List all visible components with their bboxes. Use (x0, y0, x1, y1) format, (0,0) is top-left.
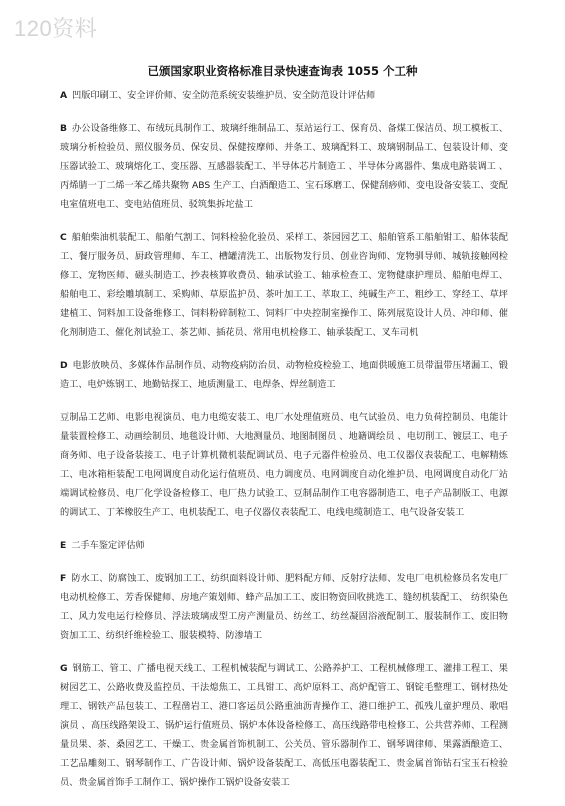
section-text: 二手车鉴定评估师 (71, 540, 145, 551)
page-title: 已颁国家职业资格标准目录快速查询表 1055 个工种 (147, 64, 418, 78)
section-text: 豆制品工艺师、电影电视演员、电力电缆安装工、电厂水处理值班员、电气试验员、电力负荷控制员、电能计量装置检修工、动画绘制员、地毯设计师、大地测量员、地图制图员 、地籍调绘员 、电切削工、镀层工、电子商务师、电子设备装接工、电子计算机微机装配调试员、电子元器件检验员、电工仪器仪表装配工、电解精炼工、电冰箱柜装配工电网调度自动化运行值班员、电力调度员、电网调度自动化维护员、电网调度自动化厂站端调试检修员、电厂化学设备检修工、电厂热力试验工、豆制品制作工电容器制造工、电子产品制版工、电源的调试工、丁苯橡胶生产工、电机装配工、电子仪器仪表装配工、电线电缆制造工、电气设备安装工 (60, 412, 508, 518)
section-d (60, 356, 508, 394)
section-g (60, 659, 508, 792)
document-body (60, 86, 508, 806)
section-text: 凹版印刷工、安全评价师、安全防范系统安装维护员、安全防范设计评估师 (72, 90, 376, 101)
section-letter: D (60, 360, 68, 371)
section-letter: E (60, 540, 67, 551)
section-a (60, 86, 508, 105)
section-d-continued (60, 408, 508, 522)
section-text: 船舶柴油机装配工、船舶气割工、饲料检验化验员、采样工、茶园园艺工、船舶管系工船舶钳工、船体装配工、餐厅服务员、厨政管理师、车工、槽罐清洗工、出版物发行员、创业咨询师、宠物驯导师、城轨接触网检修工、宠物医师、磁头制造工、抄表核算收费员、轴承试验工、轴承检查工、宠物健康护理员、船舶电焊工、船舶电工、彩绘雕填制工、采购师、草原监护员、茶叶加工工、萃取工、纯碱生产工、粗纱工、穿经工、草坪建植工、饲料加工设备维修工、饲料粉碎制粒工、饲料厂中央控制室操作工、陈列展览设计人员、冲印师、催化剂制造工、催化剂试验工、茶艺师、插花员、常用电机检修工、轴承装配工、叉车司机 (60, 232, 509, 338)
section-text: 电影放映员、多媒体作品制作员、动物疫病防治员、动物检疫检验工、地面供暖施工员带温带压堵漏工、锻造工、电炉炼钢工、地勤钻探工、地质测量工、电焊条、焊丝制造工 (60, 360, 508, 390)
section-letter: F (60, 573, 67, 584)
section-letter: B (60, 123, 68, 134)
section-f (60, 569, 508, 645)
section-text: 钢筋工、管工、广播电视天线工、工程机械装配与调试工、公路养护工、工程机械修理工、灌排工程工、果树园艺工、公路收费及监控员、干法熄焦工、工具钳工、高炉原料工、高炉配管工、钢锭毛整理工、钢材热处理工、钢铁产品包装工、工程凿岩工、港口客运员公路重油沥青操作工、港口维护工、孤残儿童护理员、歌唱演员 、高压线路架设工、锅炉运行值班员、锅炉本体设备检修工、高压线路带电检修工、公共营养师、工程测量员果、茶、桑园艺工、干燥工、贵金属首饰机制工、公关员、管乐器制作工、钢琴调律师、果露酒酿造工、工艺品雕刻工、钢琴制作工、广告设计师、锅炉设备装配工、高低压电器装配工、贵金属首饰钻石宝玉石检验员、贵金属首饰手工制作工、锅炉操作工锅炉设备安装工 (60, 663, 508, 788)
section-text: 办公设备维修工、布绒玩具制作工、玻璃纤维制品工、泵站运行工、保育员、备煤工保洁员、坝工模板工、玻璃分析检验员、照仪服务员、保安员、保健按摩师、并条工、玻璃配料工、玻璃钢制品工、包装设计师、变压器试验工、玻璃熔化工、变压器、互感器装配工、半导体芯片制造工 、半导体分离器件、集成电路装调工 、丙烯腈一丁二烯一苯乙烯共聚物 ABS 生产工、白酒酿造工、宝石琢磨工、保健刮痧师、变电设备安装工、变配电室值班电工、变电站值班员、驳筑集拆坨盐工 (60, 123, 509, 210)
section-e (60, 536, 508, 555)
section-letter: A (60, 90, 68, 101)
section-text: 防水工、防腐蚀工、废钢加工工、纺织面料设计师、肥料配方师、反射疗法师、发电厂电机检修员名发电厂电动机检修工、芳香保健师、房地产策划师、蜂产品加工工、废旧物资回收挑选工、缝纫机装配工、 纺织染色工、风力发电运行检修员、浮法玻璃成型工房产测量员、纺丝工、纺丝凝固浴液配制工、服装制作工、废旧物资加工工、纺织纤维检验工、服装模特、防渗墙工 (60, 573, 509, 641)
watermark: 120资料 (14, 16, 98, 41)
section-letter: G (60, 663, 68, 674)
section-c (60, 228, 508, 342)
section-letter: C (60, 232, 67, 243)
section-b (60, 119, 508, 214)
